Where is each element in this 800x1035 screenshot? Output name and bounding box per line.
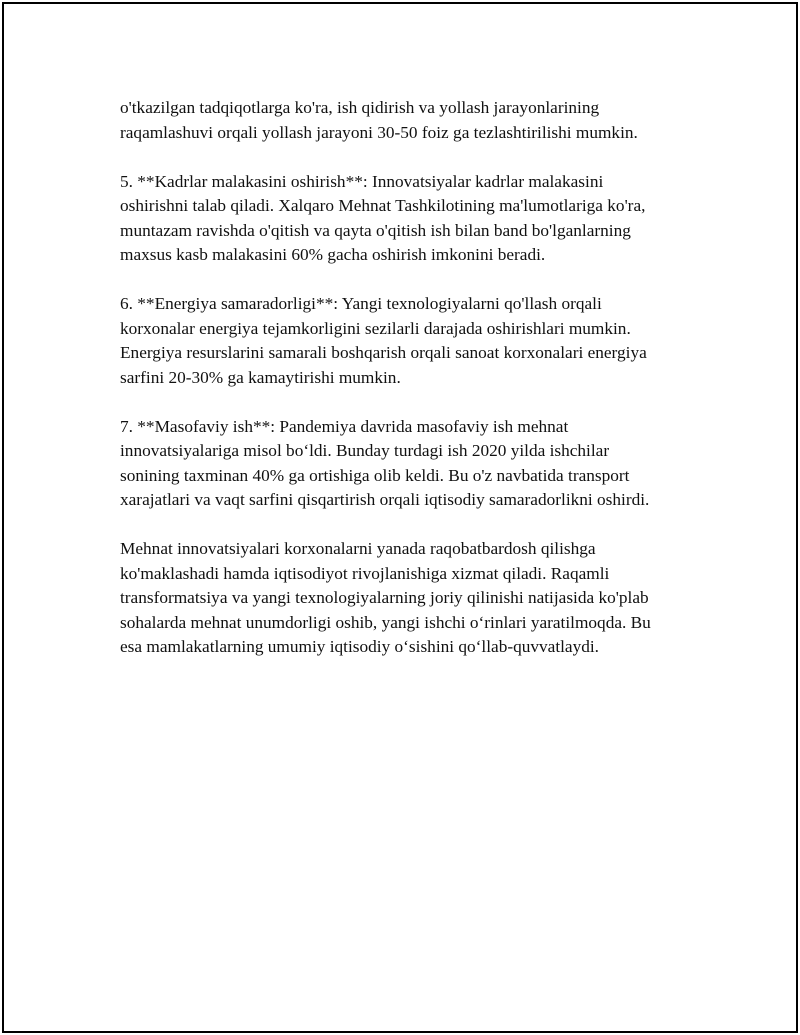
page-frame: [2, 2, 798, 1033]
text-line: oshirishni talab qiladi. Xalqaro Mehnat Tashkilotining ma'lumotlariga ko'ra,: [120, 196, 646, 215]
document-body: [120, 96, 700, 684]
text-line: o'tkazilgan tadqiqotlarga ko'ra, ish qidirish va yollash jarayonlarining: [120, 98, 600, 117]
text-line: sohalarda mehnat unumdorligi oshib, yangi ishchi o‘rinlari yaratilmoqda. Bu: [120, 612, 651, 632]
paragraph-item-5-staff-skills: [120, 170, 700, 268]
text-line: korxonalar energiya tejamkorligini sezilarli darajada oshirishlari mumkin.: [120, 318, 631, 338]
text-line: raqamlashuvi orqali yollash jarayoni 30-50 foiz ga tezlashtirilishi mumkin.: [120, 122, 638, 142]
text-line: Energiya resurslarini samarali boshqarish orqali sanoat korxonalari energiya: [120, 343, 647, 362]
paragraph-item-7-remote-work: [120, 415, 700, 513]
text-line: 5. **Kadrlar malakasini oshirish**: Innovatsiyalar kadrlar malakasini: [120, 171, 604, 191]
text-line: sarfini 20-30% ga kamaytirishi mumkin.: [120, 367, 401, 387]
paragraph-conclusion: [120, 537, 700, 660]
text-line: xarajatlari va vaqt sarfini qisqartirish orqali iqtisodiy samaradorlikni oshirdi.: [120, 490, 650, 509]
paragraph-item-6-energy-efficiency: [120, 292, 700, 390]
text-line: 6. **Energiya samaradorligi**: Yangi texnologiyalarni qo'llash orqali: [120, 294, 602, 313]
text-line: muntazam ravishda o'qitish va qayta o'qitish ish bilan band bo'lganlarning: [120, 220, 631, 240]
text-line: 7. **Masofaviy ish**: Pandemiya davrida masofaviy ish mehnat: [120, 416, 569, 436]
text-line: ko'maklashadi hamda iqtisodiyot rivojlanishiga xizmat qiladi. Raqamli: [120, 563, 610, 583]
text-line: sonining taxminan 40% ga ortishiga olib keldi. Bu o'z navbatida transport: [120, 465, 630, 485]
paragraph-continued-recruitment: [120, 96, 700, 145]
text-line: esa mamlakatlarning umumiy iqtisodiy o‘sishini qo‘llab-quvvatlaydi.: [120, 637, 599, 656]
text-line: Mehnat innovatsiyalari korxonalarni yanada raqobatbardosh qilishga: [120, 539, 596, 558]
text-line: innovatsiyalariga misol bo‘ldi. Bunday turdagi ish 2020 yilda ishchilar: [120, 441, 610, 460]
text-line: maxsus kasb malakasini 60% gacha oshirish imkonini beradi.: [120, 245, 546, 264]
text-line: transformatsiya va yangi texnologiyalarning joriy qilinishi natijasida ko'plab: [120, 588, 649, 607]
